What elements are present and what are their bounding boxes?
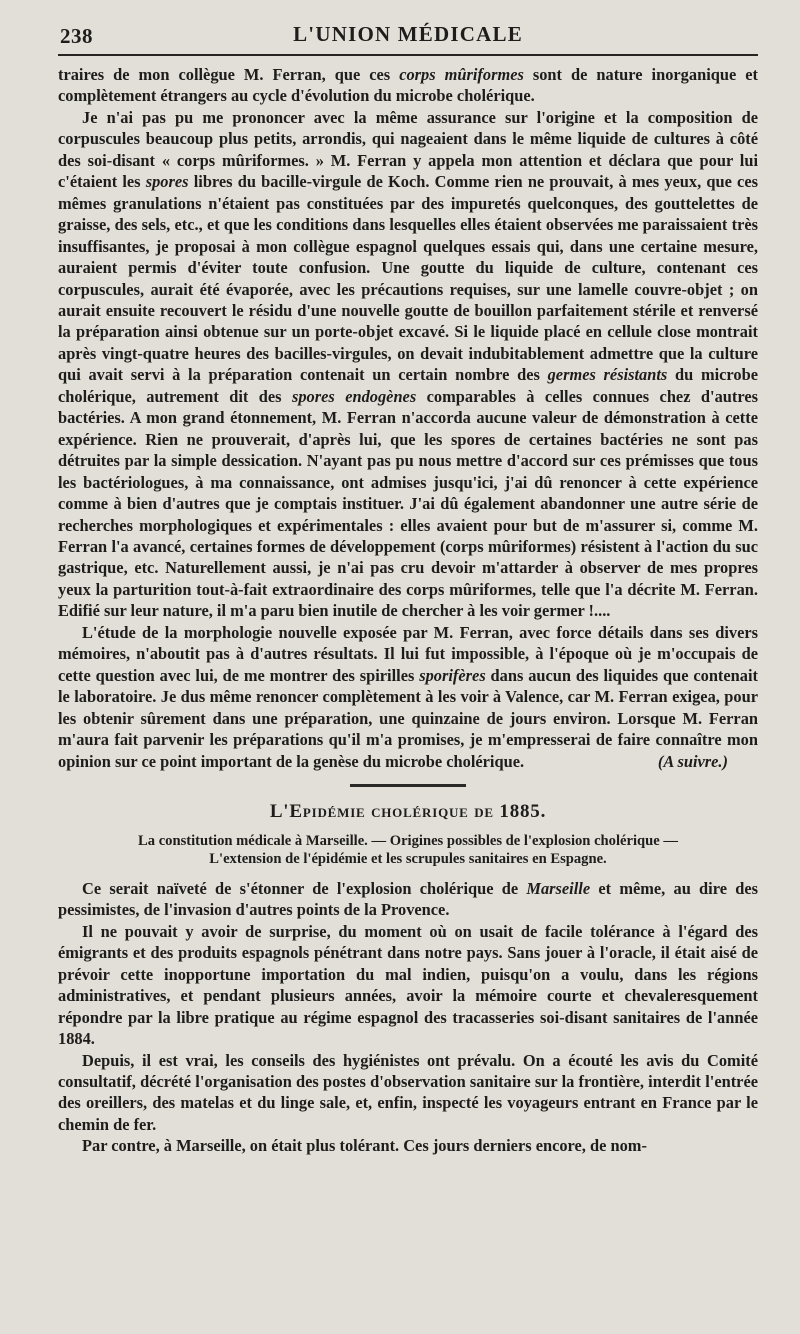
page-header bbox=[58, 20, 758, 50]
paragraph: Depuis, il est vrai, les conseils des hygiénistes ont prévalu. On a écouté les avis du Comité consultatif, décrété l'organisation des postes d'observation sanitaire sur la frontière, interdit l'entrée des oreillers, des matelas et du linge sale, et, enfin, inspecté les voyageurs entrant en France par le chemin de fer. bbox=[58, 1050, 758, 1134]
section-body bbox=[58, 878, 758, 1157]
section-title: L'Epidémie cholérique de 1885. bbox=[269, 800, 547, 822]
header-rule bbox=[58, 54, 758, 56]
paragraph: Par contre, à Marseille, on était plus tolérant. Ces jours derniers encore, de nom- bbox=[82, 1136, 647, 1156]
section-divider bbox=[350, 784, 466, 787]
page-number: 238 bbox=[60, 24, 93, 48]
paragraph: Il ne pouvait y avoir de surprise, du moment où on usait de facile tolérance à l'égard des émigrants et des produits espagnols pénétrant dans notre pays. Sans jouer à l'oracle, il était aisé de prévoir cette inopportune importation du mal indien, puisqu'on a voulu, dans les régions administratives, et pendant plusieurs années, avoir la mémoire courte et chevaleresquement répondre par la libre pratique au régime espagnol des tracasseries soi-disant sanitaires de l'année 1884. bbox=[58, 921, 758, 1049]
paragraph: Je n'ai pas pu me prononcer avec la même assurance sur l'origine et la composition de corpuscules beaucoup plus petits, arrondis, qui nageaient dans le même liquide de cultures à côté des soi-disant « corps mûriformes. » M. Ferran y appela mon attention et déclara que pour lui c'étaient les spores libres du bacille-virgule de Koch. Comme rien ne prouvait, à mes yeux, que ces mêmes granulations n'étaient pas constituées par des impuretés quelconques, des gouttelettes de graisse, des sels, etc., et que les conditions dans lesquelles elles étaient observées me paraissaient très insuffisantes, je proposai à mon collègue espagnol quelques essais qui, dans une certaine mesure, auraient permis d'éviter toute confusion. Une goutte du liquide de culture, contenant ces corpuscules, aurait été évaporée, avec les précautions requises, sur une lamelle couvre-objet ; on aurait ensuite recouvert le résidu d'une nouvelle goutte de bouillon parfaitement stérile et renversé la préparation ainsi obtenue sur un porte-objet excavé. Si le liquide placé en cellule close montrait après vingt-quatre heures des bacilles-virgules, on devait indubitablement admettre que la culture qui avait servi à la préparation contenait un certain nombre des germes résistants du microbe cholérique, autrement dit des spores endogènes comparables à celles connues chez d'autres bactéries. A mon grand étonnement, M. Ferran n'accorda aucune valeur de démonstration à cette expérience. Rien ne prouverait, d'après lui, que les spores de certaines bactéries ne sont pas détruites par la simple dessication. N'ayant pas pu nous mettre d'accord sur ces prémisses que tous les bactériologues, à ma connaissance, ont admises jusqu'ici, j'ai dû renoncer à cette expérience comme à bien d'autres que je comptais instituer. J'ai dû également abandonner une autre série de recherches morphologiques et expérimentales : elles avaient pour but de m'assurer si, comme M. Ferran l'a avancé, certaines formes de développement (corps mûriformes) résistent à l'action du suc gastrique, etc. Naturellement aussi, je n'ai pas cru devoir m'attarder à observer de mes propres yeux la parturition tout-à-fait extraordinaire des corps mûriformes, telle que l'a décrite M. Ferran. Edifié sur leur nature, il m'a paru bien inutile de chercher à les voir germer !.... bbox=[58, 107, 758, 621]
to-be-continued: (A suivre.) bbox=[657, 751, 728, 771]
paragraph: traires de mon collègue M. Ferran, que ces corps mûriformes sont de nature inorganique et complètement étrangers au cycle d'évolution du microbe cholérique. bbox=[58, 65, 758, 106]
running-title: L'UNION MÉDICALE bbox=[293, 22, 523, 46]
paragraph: Ce serait naïveté de s'étonner de l'explosion cholérique de Marseille et même, au dire des pessimistes, de l'invasion d'autres points de la Provence. bbox=[58, 878, 758, 920]
paragraph: L'étude de la morphologie nouvelle exposée par M. Ferran, avec force détails dans ses divers mémoires, n'aboutit pas à d'autres résultats. Il lui fut impossible, à l'époque où je m'occupais de cette question avec lui, de me montrer des spirilles sporifères dans aucun des liquides que contenait le laboratoire. Je dus même renoncer complètement à les voir à Valence, car M. Ferran exigea, pour les obtenir sûrement dans une préparation, une quinzaine de jours environ. Lorsque M. Ferran m'aura fait parvenir les préparations qu'il m'a promises, je m'empresserai de faire connaître mon opinion sur ce point important de la genèse du microbe cholérique. (A suivre.) bbox=[58, 622, 758, 771]
section-subtitle: La constitution médicale à Marseille. — Origines possibles de l'explosion cholérique — L'extension de l'épidémie et les scrupules sanitaires en Espagne. bbox=[138, 832, 678, 867]
article-body bbox=[58, 64, 758, 772]
